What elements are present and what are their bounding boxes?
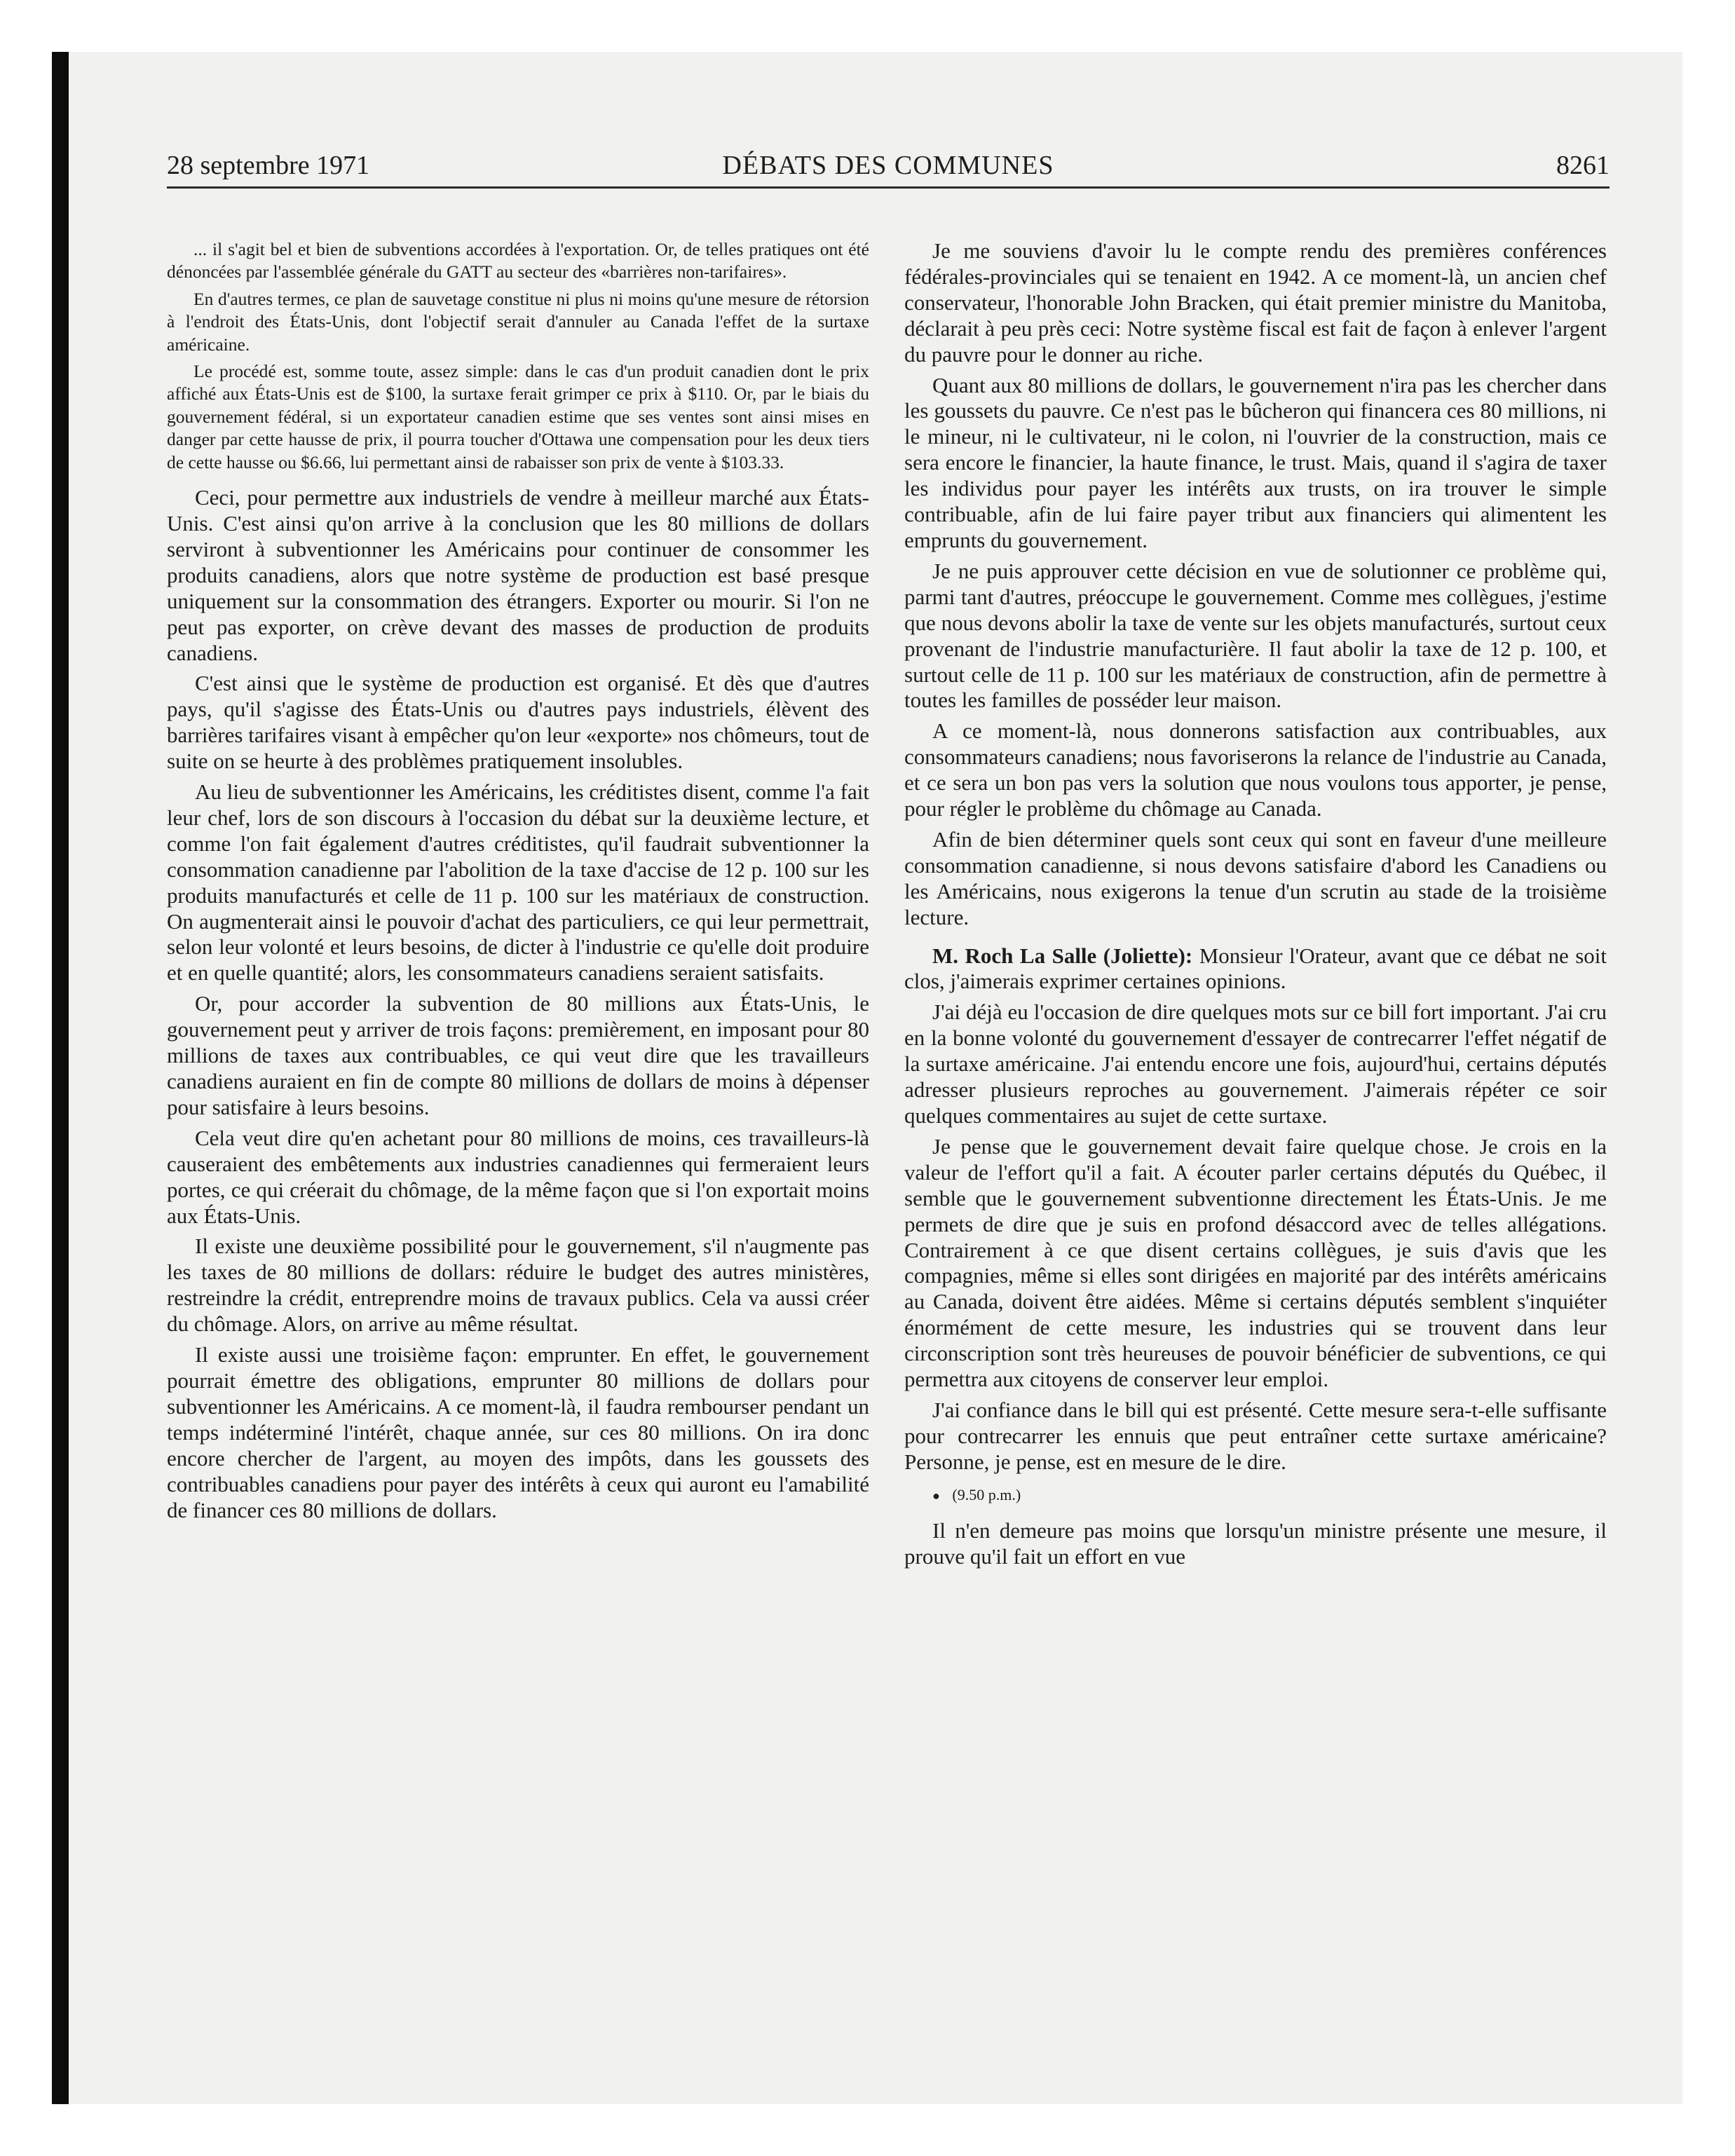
bullet-icon: ● <box>932 1488 940 1503</box>
paragraph: C'est ainsi que le système de production est organisé. Et dès que d'autres pays, qu'il s'agisse des États-Unis ou d'autres pays industriels, élèvent des barrières tarifaires visant à empêcher qu'on leur «exporte» nos chômeurs, tout de suite on se heurte à des problèmes pratiquement insolubles. <box>167 671 869 774</box>
page-header <box>167 144 1610 189</box>
paragraph: Il n'en demeure pas moins que lorsqu'un ministre présente une mesure, il prouve qu'il fait un effort en vue <box>904 1517 1607 1569</box>
right-column <box>904 238 1607 1575</box>
speaker-text: Monsieur l'Orateur, avant que ce débat ne soit clos, j'aimerais exprimer certaines opinions. <box>904 943 1607 994</box>
paragraph: Je ne puis approuver cette décision en vue de solutionner ce problème qui, parmi tant d'autres, préoccupe le gouvernement. Comme mes collègues, j'estime que nous devons abolir la taxe de vente sur les objets manufacturés, surtout ceux provenant de l'industrie manufacturière. Il faut abolir la taxe de 12 p. 100, et surtout celle de 11 p. 100 sur les matériaux de construction, afin de permettre à toutes les familles de posséder leur maison. <box>904 558 1607 713</box>
paragraph: Il existe une deuxième possibilité pour le gouvernement, s'il n'augmente pas les taxes de 80 millions de dollars: réduire le budget des autres ministères, restreindre la crédit, entreprendre moins de travaux publics. Cela va aussi créer du chômage. Alors, on arrive au même résultat. <box>167 1234 869 1337</box>
quote-paragraph: ... il s'agit bel et bien de subventions accordées à l'exportation. Or, de telles pratiques ont été dénoncées par l'assemblée générale du GATT au secteur des «barrières non-tarifaires». <box>167 239 869 282</box>
speaker-name: M. Roch La Salle (Joliette): <box>932 943 1193 968</box>
left-column <box>167 238 869 1528</box>
paragraph: Ceci, pour permettre aux industriels de vendre à meilleur marché aux États-Unis. C'est ainsi qu'on arrive à la conclusion que les 80 millions de dollars serviront à subventionner les Américains pour continuer de consommer les produits canadiens, alors que notre système de production est basé presque uniquement sur la consommation des étrangers. Exporter ou mourir. Si l'on ne peut pas exporter, on crève devant des masses de production de produits canadiens. <box>167 485 869 665</box>
timestamp-text: (9.50 p.m.) <box>952 1485 1021 1503</box>
paragraph: A ce moment-là, nous donnerons satisfaction aux contribuables, aux consommateurs canadiens; nous favoriserons la relance de l'industrie au Canada, et ce sera un bon pas vers la solution que nous voulons tous apporter, je pense, pour régler le problème du chômage au Canada. <box>904 718 1607 821</box>
timestamp <box>932 1482 1607 1508</box>
quoted-text <box>167 238 869 474</box>
header-date: 28 septembre 1971 <box>167 151 370 180</box>
paragraph: Je pense que le gouvernement devait faire quelque chose. Je crois en la valeur de l'effort qu'il a fait. A écouter parler certains députés du Québec, il semble que le gouvernement subventionne directement les États-Unis. Je me permets de dire que je suis en profond désaccord avec de telles allégations. Contrairement à ce que disent certains collègues, je suis d'avis que les compagnies, même si elles sont dirigées en majorité par des intérêts américains au Canada, doivent être aidées. Même si certains députés semblent s'inquiéter énormément de cette mesure, les industries qui se trouvent dans leur circonscription sont très heureuses de pouvoir bénéficier de subventions, ce qui permettra aux citoyens de conserver leur emploi. <box>904 1133 1607 1392</box>
paragraph: Il existe aussi une troisième façon: emprunter. En effet, le gouvernement pourrait émettre des obligations, emprunter 80 millions de dollars pour subventionner les Américains. A ce moment-là, il faudra rembourser pendant un temps indéterminé l'intérêt, chaque année, sur ces 80 millions. On ira donc encore chercher de l'argent, au moyen des impôts, dans les goussets des contribuables canadiens pour payer des intérêts à ceux qui auront eu l'amabilité de financer ces 80 millions de dollars. <box>167 1342 869 1522</box>
paragraph: Or, pour accorder la subvention de 80 millions aux États-Unis, le gouvernement peut y arriver de trois façons: premièrement, en imposant pour 80 millions de taxes aux contribuables, ce qui veut dire que les travailleurs canadiens auraient en fin de compte 80 millions de dollars de moins à dépenser pour satisfaire à leurs besoins. <box>167 991 869 1119</box>
scan-border <box>52 52 69 2104</box>
speaker-paragraph <box>904 943 1607 995</box>
header-title: DÉBATS DES COMMUNES <box>722 151 1054 180</box>
quote-paragraph: En d'autres termes, ce plan de sauvetage constitue ni plus ni moins qu'une mesure de rétorsion à l'endroit des États-Unis, dont l'objectif serait d'annuler au Canada l'effet de la surtaxe américaine. <box>167 288 869 355</box>
paragraph: Au lieu de subventionner les Américains, les créditistes disent, comme l'a fait leur chef, lors de son discours à l'occasion du débat sur la deuxième lecture, et comme l'on fait également d'autres créditistes, qu'il faudrait subventionner la consommation canadienne par l'abolition de la taxe d'accise de 12 p. 100 sur les produits manufacturés et celle de 11 p. 100 sur les matériaux de construction. On augmenterait ainsi le pouvoir d'achat des particuliers, ce qui leur permettrait, selon leur volonté et leurs besoins, de dicter à l'industrie ce qu'elle doit produire et en quelle quantité; alors, les consommateurs canadiens seraient satisfaits. <box>167 779 869 985</box>
quote-paragraph: Le procédé est, somme toute, assez simple: dans le cas d'un produit canadien dont le prix affiché aux États-Unis est de $100, la surtaxe ferait grimper ce prix à $110. Or, par le biais du gouvernement fédéral, si un exportateur canadien estime que ses ventes sont ainsi mises en danger par cette hausse de prix, il pourra toucher d'Ottawa une compensation pour les deux tiers de cette hausse ou $6.66, lui permettant ainsi de rabaisser son prix de vente à $103.33. <box>167 361 869 472</box>
right-body <box>904 238 1607 1570</box>
paragraph: J'ai confiance dans le bill qui est présenté. Cette mesure sera-t-elle suffisante pour contrecarrer les ennuis que peut entraîner cette surtaxe américaine? Personne, je pense, est en mesure de le dire. <box>904 1397 1607 1474</box>
paragraph: Je me souviens d'avoir lu le compte rendu des premières conférences fédérales-provinciales qui se tenaient en 1942. A ce moment-là, un ancien chef conservateur, l'honorable John Bracken, qui était premier ministre du Manitoba, déclarait à peu près ceci: Notre système fiscal est fait de façon à enlever l'argent du pauvre pour le donner au riche. <box>904 238 1607 367</box>
paragraph: Quant aux 80 millions de dollars, le gouvernement n'ira pas les chercher dans les goussets du pauvre. Ce n'est pas le bûcheron qui financera ces 80 millions, ni le mineur, ni le cultivateur, ni le colon, ni l'ouvrier de la construction, mais ce sera encore le financier, la haute finance, le trust. Mais, quand il s'agira de taxer les individus pour payer les intérêts aux trusts, on ira trouver le simple contribuable, afin de lui faire payer tribut aux financiers qui alimentent les emprunts du gouvernement. <box>904 372 1607 552</box>
paragraph: Afin de bien déterminer quels sont ceux qui sont en faveur d'une meilleure consommation canadienne, si nous devons satisfaire d'abord les Canadiens ou les Américains, nous exigerons la tenue d'un scrutin au stade de la troisième lecture. <box>904 826 1607 929</box>
page-number: 8261 <box>1556 151 1610 180</box>
left-body <box>167 485 869 1523</box>
paragraph: Cela veut dire qu'en achetant pour 80 millions de moins, ces travailleurs-là causeraient des embêtements aux industries canadiennes qui fermeraient leurs portes, ce qui créerait du chômage, de la même façon que si l'on exportait moins aux États-Unis. <box>167 1125 869 1228</box>
paragraph: J'ai déjà eu l'occasion de dire quelques mots sur ce bill fort important. J'ai cru en la bonne volonté du gouvernement d'essayer de contrecarrer l'effet négatif de la surtaxe américaine. J'ai entendu encore une fois, aujourd'hui, certains députés adresser plusieurs reproches au gouvernement. J'aimerais répéter ce soir quelques commentaires au sujet de cette surtaxe. <box>904 999 1607 1128</box>
